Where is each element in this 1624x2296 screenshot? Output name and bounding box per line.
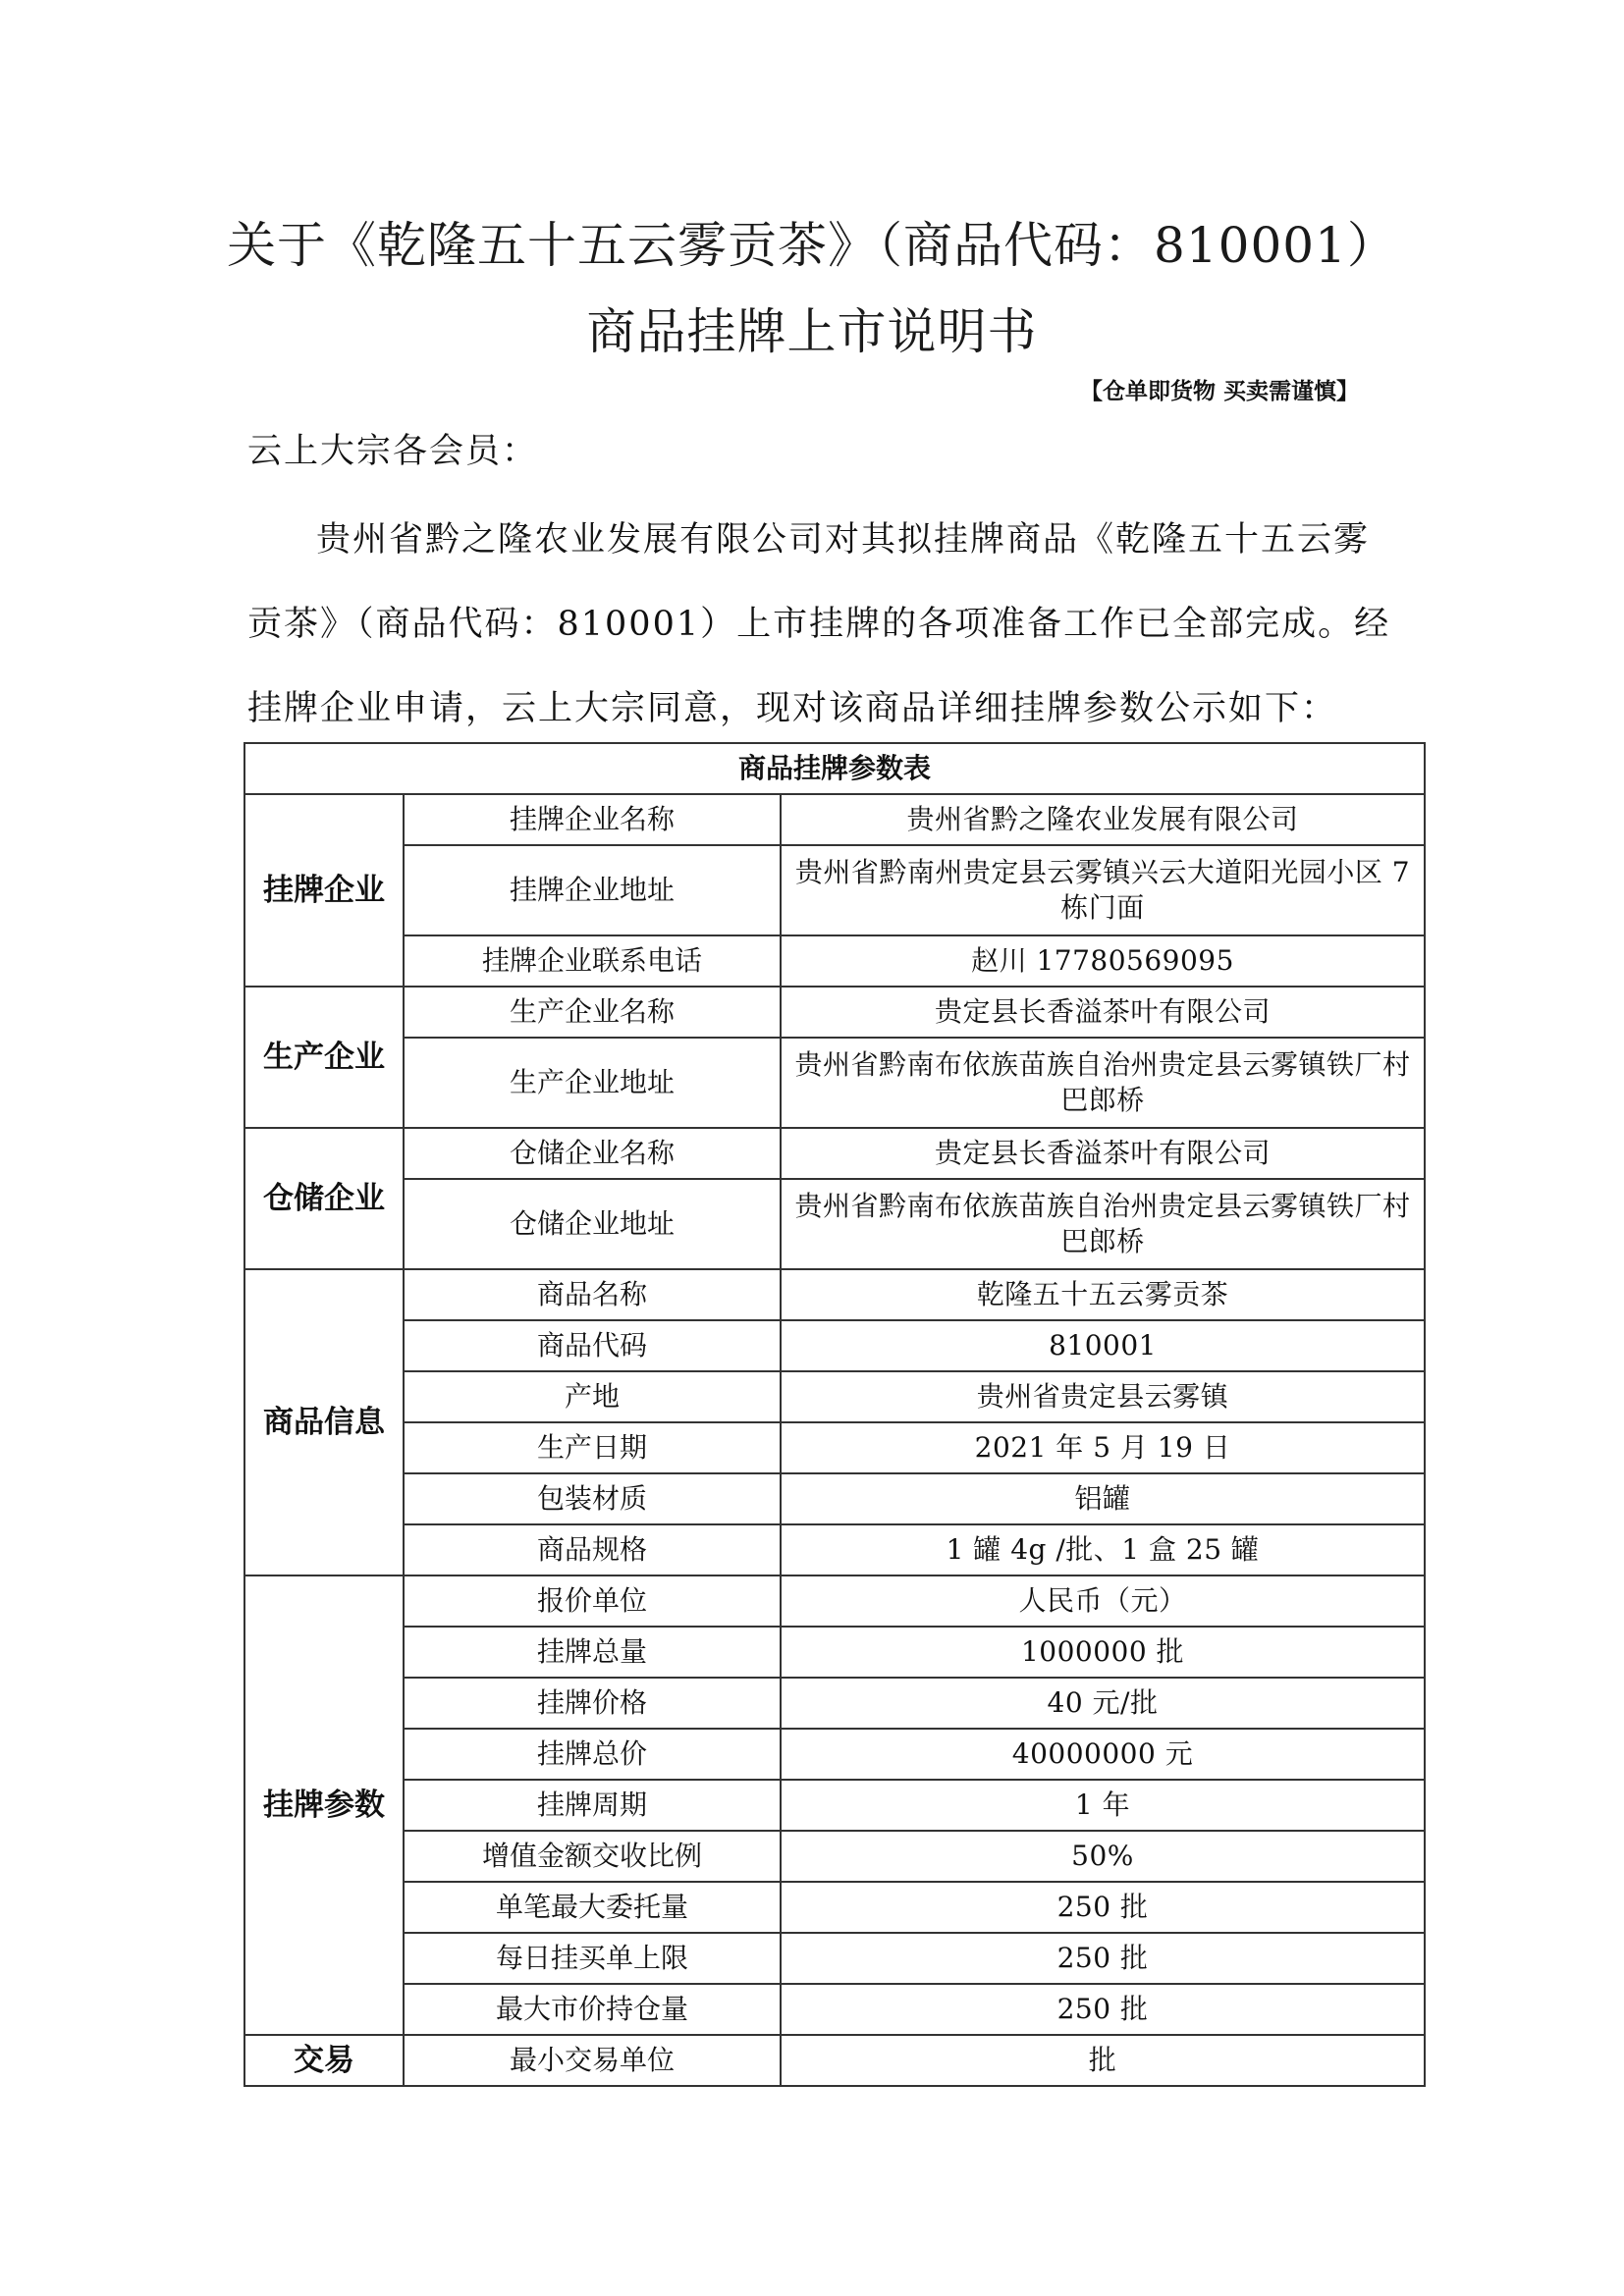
row-label: 生产日期 bbox=[404, 1422, 781, 1473]
row-value: 40000000 元 bbox=[781, 1729, 1425, 1780]
row-value: 贵州省黔南布依族苗族自治州贵定县云雾镇铁厂村巴郎桥 bbox=[781, 1038, 1425, 1128]
row-value: 贵州省贵定县云雾镇 bbox=[781, 1371, 1425, 1422]
row-value: 贵州省黔南州贵定县云雾镇兴云大道阳光园小区 7 栋门面 bbox=[781, 845, 1425, 935]
row-value: 批 bbox=[781, 2035, 1425, 2086]
document-title-line-2: 商品挂牌上市说明书 bbox=[586, 303, 1038, 360]
intro-paragraph-line-2: 贡茶》（商品代码：810001）上市挂牌的各项准备工作已全部完成。经 bbox=[247, 605, 1391, 644]
row-label: 生产企业地址 bbox=[404, 1038, 781, 1128]
row-label: 最小交易单位 bbox=[404, 2035, 781, 2086]
risk-notice: 【仓单即货物 买卖需谨慎】 bbox=[1079, 379, 1359, 404]
row-label: 报价单位 bbox=[404, 1575, 781, 1627]
row-label: 单笔最大委托量 bbox=[404, 1882, 781, 1933]
row-value: 铝罐 bbox=[781, 1473, 1425, 1524]
row-label: 挂牌总量 bbox=[404, 1627, 781, 1678]
row-value: 乾隆五十五云雾贡茶 bbox=[781, 1269, 1425, 1320]
row-label: 挂牌周期 bbox=[404, 1780, 781, 1831]
document-title-line-1: 关于《乾隆五十五云雾贡茶》（商品代码：810001） bbox=[227, 217, 1397, 274]
row-label: 挂牌企业联系电话 bbox=[404, 935, 781, 987]
row-value: 50% bbox=[781, 1831, 1425, 1882]
row-label: 包装材质 bbox=[404, 1473, 781, 1524]
table-caption: 商品挂牌参数表 bbox=[244, 743, 1425, 794]
row-value: 1 罐 4g /批、1 盒 25 罐 bbox=[781, 1524, 1425, 1575]
row-label: 商品名称 bbox=[404, 1269, 781, 1320]
group-product-info: 商品信息 bbox=[244, 1269, 404, 1575]
row-value: 贵定县长香溢茶叶有限公司 bbox=[781, 987, 1425, 1038]
row-value: 1000000 批 bbox=[781, 1627, 1425, 1678]
row-value: 250 批 bbox=[781, 1933, 1425, 1984]
row-value: 贵州省黔南布依族苗族自治州贵定县云雾镇铁厂村巴郎桥 bbox=[781, 1179, 1425, 1269]
intro-paragraph-line-1: 贵州省黔之隆农业发展有限公司对其拟挂牌商品《乾隆五十五云雾 bbox=[316, 520, 1371, 560]
row-label: 生产企业名称 bbox=[404, 987, 781, 1038]
listing-parameter-table bbox=[244, 742, 1426, 2087]
row-value: 贵定县长香溢茶叶有限公司 bbox=[781, 1128, 1425, 1179]
group-listing-params: 挂牌参数 bbox=[244, 1575, 404, 2035]
row-value: 人民币（元） bbox=[781, 1575, 1425, 1627]
row-value: 2021 年 5 月 19 日 bbox=[781, 1422, 1425, 1473]
row-label: 最大市价持仓量 bbox=[404, 1984, 781, 2035]
row-label: 增值金额交收比例 bbox=[404, 1831, 781, 1882]
row-label: 挂牌企业地址 bbox=[404, 845, 781, 935]
row-label: 挂牌企业名称 bbox=[404, 794, 781, 845]
group-producer: 生产企业 bbox=[244, 987, 404, 1128]
row-label: 产地 bbox=[404, 1371, 781, 1422]
row-value: 250 批 bbox=[781, 1882, 1425, 1933]
row-label: 商品规格 bbox=[404, 1524, 781, 1575]
row-value: 250 批 bbox=[781, 1984, 1425, 2035]
group-trading: 交易 bbox=[244, 2035, 404, 2086]
row-value: 赵川 17780569095 bbox=[781, 935, 1425, 987]
group-warehouse: 仓储企业 bbox=[244, 1128, 404, 1269]
group-listing-company: 挂牌企业 bbox=[244, 794, 404, 987]
row-value: 40 元/批 bbox=[781, 1678, 1425, 1729]
row-label: 每日挂买单上限 bbox=[404, 1933, 781, 1984]
row-value: 贵州省黔之隆农业发展有限公司 bbox=[781, 794, 1425, 845]
row-label: 挂牌总价 bbox=[404, 1729, 781, 1780]
row-label: 仓储企业地址 bbox=[404, 1179, 781, 1269]
intro-paragraph-line-3: 挂牌企业申请，云上大宗同意，现对该商品详细挂牌参数公示如下： bbox=[247, 689, 1338, 728]
row-value: 1 年 bbox=[781, 1780, 1425, 1831]
row-label: 仓储企业名称 bbox=[404, 1128, 781, 1179]
row-label: 挂牌价格 bbox=[404, 1678, 781, 1729]
salutation: 云上大宗各会员： bbox=[247, 432, 539, 471]
row-value: 810001 bbox=[781, 1320, 1425, 1371]
row-label: 商品代码 bbox=[404, 1320, 781, 1371]
